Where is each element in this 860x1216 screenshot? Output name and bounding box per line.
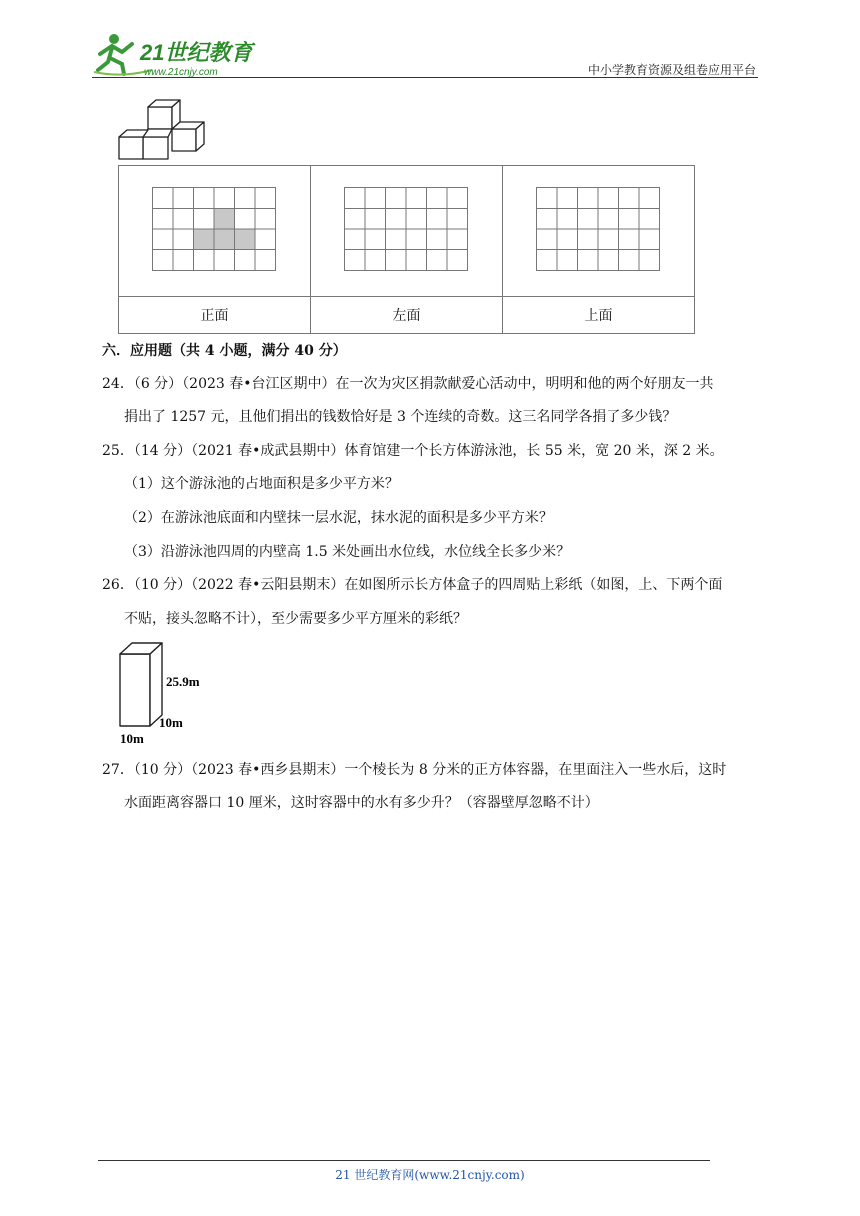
- top-view-grid-cell: [503, 166, 695, 297]
- q24-line2: 捐出了 1257 元，且他们捐出的钱数恰好是 3 个连续的奇数。这三名同学各捐了多少钱？: [124, 409, 677, 425]
- front-view-label: 正面: [119, 297, 311, 334]
- footer-divider: [98, 1160, 710, 1161]
- width-label: 10m: [120, 731, 144, 746]
- q25-line1: 25．（14 分）（2021 春•成武县期中）体育馆建一个长方体游泳池，长 55 米，宽 20 米，深 2 米。: [102, 443, 724, 459]
- front-view-grid-cell: [119, 166, 311, 297]
- footer-text[interactable]: 21 世纪教育网(www.21cnjy.com): [335, 1168, 525, 1182]
- q25-sub2: （2）在游泳池底面和内壁抹一层水泥，抹水泥的面积是多少平方米？: [124, 510, 553, 526]
- height-label: 25.9m: [166, 674, 200, 689]
- section-title: 六．应用题（共 4 小题，满分 40 分）: [102, 343, 347, 359]
- left-view-grid-cell: [311, 166, 503, 297]
- q26-line2: 不贴，接头忽略不计），至少需要多少平方厘米的彩纸？: [124, 611, 467, 627]
- q25-sub3: （3）沿游泳池四周的内壁高 1.5 米处画出水位线，水位线全长多少米？: [124, 544, 571, 560]
- depth-label: 10m: [159, 715, 183, 730]
- left-view-label: 左面: [311, 297, 503, 334]
- q24-line1: 24．（6 分）（2023 春•台江区期中）在一次为灾区捐款献爱心活动中，明明和他的两个好朋友一共: [102, 376, 714, 392]
- site-logo: [92, 30, 262, 80]
- header-tagline: 中小学教育资源及组卷应用平台: [587, 63, 756, 77]
- left-view-grid[interactable]: [344, 187, 469, 272]
- views-table: [118, 165, 695, 334]
- q26-line1: 26．（10 分）（2022 春•云阳县期末）在如图所示长方体盒子的四周贴上彩纸（如图，上、下两个面: [102, 577, 723, 593]
- cuboid-figure: [117, 640, 217, 746]
- top-view-label: 上面: [503, 297, 695, 334]
- cube-stack-figure: [116, 97, 206, 161]
- header-divider: [92, 77, 758, 78]
- logo-text: 21世纪教育: [140, 40, 253, 65]
- logo-url: www.21cnjy.com: [144, 67, 218, 78]
- front-view-grid[interactable]: [152, 187, 277, 272]
- q27-line1: 27．（10 分）（2023 春•西乡县期末）一个棱长为 8 分米的正方体容器，在里面注入一些水后，这时: [102, 762, 727, 778]
- q25-sub1: （1）这个游泳池的占地面积是多少平方米？: [124, 476, 399, 492]
- q27-line2: 水面距离容器口 10 厘米，这时容器中的水有多少升？（容器壁厚忽略不计）: [124, 795, 599, 811]
- top-view-grid[interactable]: [536, 187, 661, 272]
